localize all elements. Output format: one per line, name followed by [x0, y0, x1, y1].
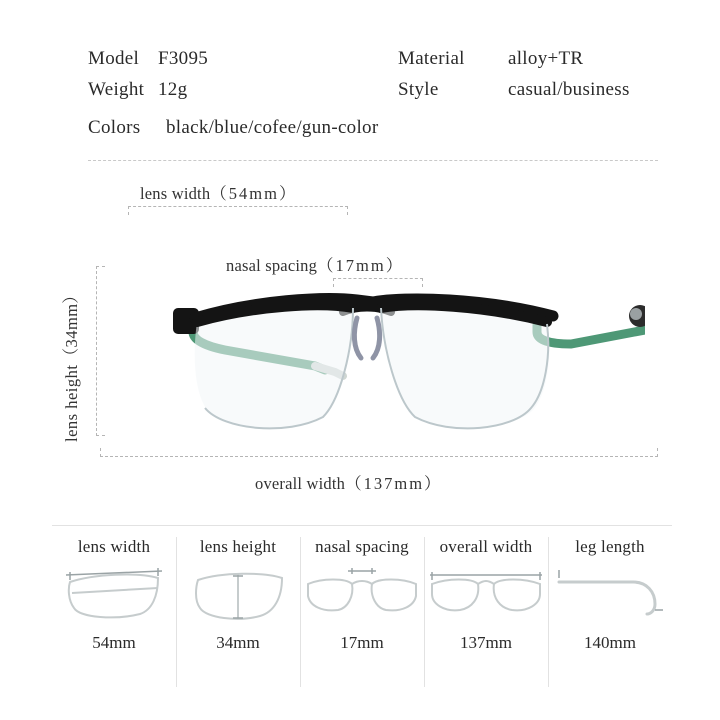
- measurement-name: lens height: [199, 537, 277, 556]
- spec-key-weight: Weight: [88, 79, 145, 100]
- measurement-legend: [0, 525, 720, 720]
- measurement-value: 137mm: [460, 633, 512, 652]
- spec-key-colors: Colors: [88, 117, 141, 138]
- overall-width-icon: [424, 563, 548, 625]
- overall-width-bracket: [100, 448, 658, 457]
- lens-width-text: lens width: [140, 184, 211, 203]
- measurement-value: 54mm: [92, 633, 136, 652]
- measurement-cell-overall-width: [424, 537, 548, 653]
- lens-width-value: （54mm）: [210, 184, 298, 203]
- measurement-cell-lens-height: [176, 537, 300, 653]
- spec-value-weight: 12g: [158, 79, 188, 100]
- leg-length-icon: [548, 563, 672, 625]
- spec-key-model: Model: [88, 48, 140, 69]
- lens-width-dimension-label: [140, 180, 297, 204]
- measurement-name: overall width: [439, 537, 533, 556]
- measurement-name: lens width: [77, 537, 151, 556]
- measurement-cell-leg-length: [548, 537, 672, 653]
- measurement-value: 140mm: [584, 633, 636, 652]
- lens-height-dimension-label: lens height（34mm）: [62, 286, 81, 442]
- overall-width-dimension-label: [255, 470, 443, 494]
- measurement-value: 34mm: [216, 633, 260, 652]
- spec-value-style: casual/business: [508, 79, 630, 100]
- measurement-name: nasal spacing: [315, 537, 409, 556]
- spec-value-material: alloy+TR: [508, 48, 584, 69]
- legend-top-divider: [52, 525, 672, 526]
- nasal-spacing-value: （17mm）: [317, 256, 405, 275]
- spec-value-colors: black/blue/cofee/gun-color: [166, 117, 379, 138]
- spec-row: [88, 79, 654, 101]
- measurement-value: 17mm: [340, 633, 384, 652]
- section-divider: [88, 160, 658, 161]
- overall-width-text: overall width: [255, 474, 346, 493]
- measurement-cell-nasal-spacing: [300, 537, 424, 653]
- lens-width-bracket: [128, 206, 348, 215]
- spec-value-model: F3095: [158, 48, 209, 69]
- measurement-cell-lens-width: [52, 537, 176, 653]
- spec-key-style: Style: [398, 79, 439, 100]
- spec-row: [88, 48, 654, 70]
- spec-key-material: Material: [398, 48, 465, 69]
- measurement-name: leg length: [575, 537, 645, 556]
- spec-row: [88, 117, 654, 139]
- overall-width-value: （137mm）: [345, 474, 443, 493]
- lens-height-icon: [176, 563, 300, 625]
- lens-width-icon: [52, 563, 176, 625]
- spec-table: [88, 48, 654, 148]
- glasses-dimension-diagram: [0, 170, 720, 515]
- eyeglasses-image: [85, 270, 645, 445]
- nasal-spacing-text: nasal spacing: [226, 256, 318, 275]
- nasal-spacing-icon: [300, 563, 424, 625]
